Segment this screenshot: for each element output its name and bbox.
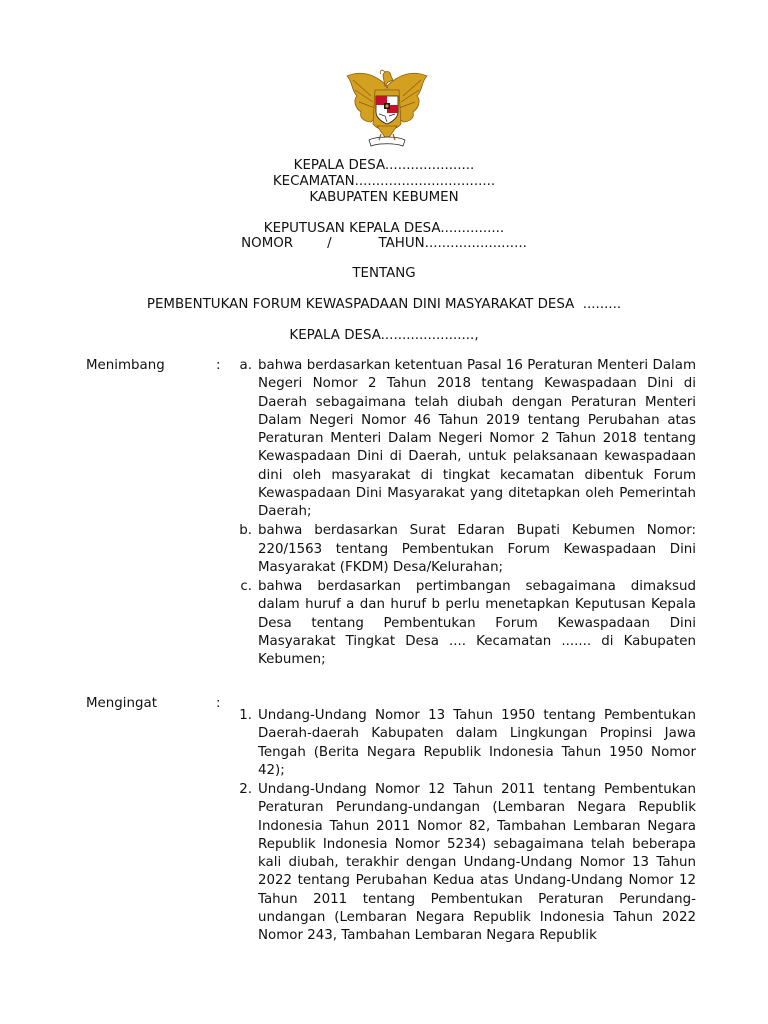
list-item-text: Undang-Undang Nomor 12 Tahun 2011 tentang Pembentukan Peraturan Perundang-undangan (Lembaran Negara Republik Indonesia Tahun 2011 Nomor 82, Tambahan Lembaran Negara Republik Indonesia Nomor 5234) sebagaimana telah beberapa kali diubah, terakhir dengan Undang-Undang Nomor 13 Tahun 2022 tentang Perubahan Kedua atas Undang-Undang Nomor 12 Tahun 2011 tentang Pembentukan Peraturan Perundang-undangan (Lembaran Negara Republik Indonesia Tahun 2022 Nomor 243, Tambahan Lembaran Negara Republik <box>258 782 696 943</box>
list-marker: 1. <box>239 708 252 723</box>
list-item <box>232 357 696 521</box>
considering-colon: : <box>216 358 221 373</box>
remembering-colon: : <box>216 696 221 711</box>
remembering-label: Mengingat <box>86 696 157 711</box>
signatory-line: KEPALA DESA......................, <box>289 328 479 343</box>
garuda-emblem-icon <box>341 66 433 152</box>
header-village-head: KEPALA DESA..................... <box>293 158 475 173</box>
decision-subject: PEMBENTUKAN FORUM KEWASPADAAN DINI MASYARAKAT DESA ......... <box>146 297 622 312</box>
list-item-text: bahwa berdasarkan Surat Edaran Bupati Kebumen Nomor: 220/1563 tentang Pembentukan Forum Kewaspadaan Dini Masyarakat (FKDM) Desa/Kelurahan; <box>258 523 696 575</box>
header-regency: KABUPATEN KEBUMEN <box>309 190 459 205</box>
list-item <box>232 781 696 945</box>
list-item <box>232 707 696 780</box>
decision-number-line: NOMOR / TAHUN........................ <box>241 236 527 251</box>
list-marker: c. <box>240 579 252 594</box>
considering-list <box>232 357 696 670</box>
list-item-text: bahwa berdasarkan pertimbangan sebagaimana dimaksud dalam huruf a dan huruf b perlu menetapkan Keputusan Kepala Desa tentang Pembentukan Forum Kewaspadaan Dini Masyarakat Tingkat Desa .... Kecamatan ....... di Kabupaten Kebumen; <box>258 579 696 667</box>
considering-label: Menimbang <box>86 358 165 373</box>
list-marker: b. <box>239 523 252 539</box>
decision-title: KEPUTUSAN KEPALA DESA............... <box>263 221 505 236</box>
about-heading: TENTANG <box>352 266 416 281</box>
list-item <box>232 522 696 577</box>
list-item-text: bahwa berdasarkan ketentuan Pasal 16 Peraturan Menteri Dalam Negeri Nomor 2 Tahun 2018 tentang Kewaspadaan Dini di Daerah sebagaimana telah diubah dengan Peraturan Menteri Dalam Negeri Nomor 46 Tahun 2019 tentang Perubahan atas Peraturan Menteri Dalam Negeri Nomor 2 Tahun 2018 tentang Kewaspadaan Dini di Daerah, untuk pelaksanaan kewaspadaan dini oleh masyarakat di tingkat kecamatan dibentuk Forum Kewaspadaan Dini Masyarakat yang ditetapkan oleh Pemerintah Daerah; <box>258 358 696 519</box>
list-item <box>232 578 696 669</box>
considering-section <box>86 357 696 687</box>
list-marker: 2. <box>239 782 252 797</box>
remembering-section <box>86 695 696 1015</box>
header-subdistrict: KECAMATAN................................. <box>272 174 496 189</box>
list-item-text: Undang-Undang Nomor 13 Tahun 1950 tentang Pembentukan Daerah-daerah Kabupaten dalam Lingkungan Propinsi Jawa Tengah (Berita Negara Republik Indonesia Tahun 1950 Nomor 42); <box>258 708 696 778</box>
remembering-list <box>232 707 696 946</box>
list-marker: a. <box>239 358 252 373</box>
